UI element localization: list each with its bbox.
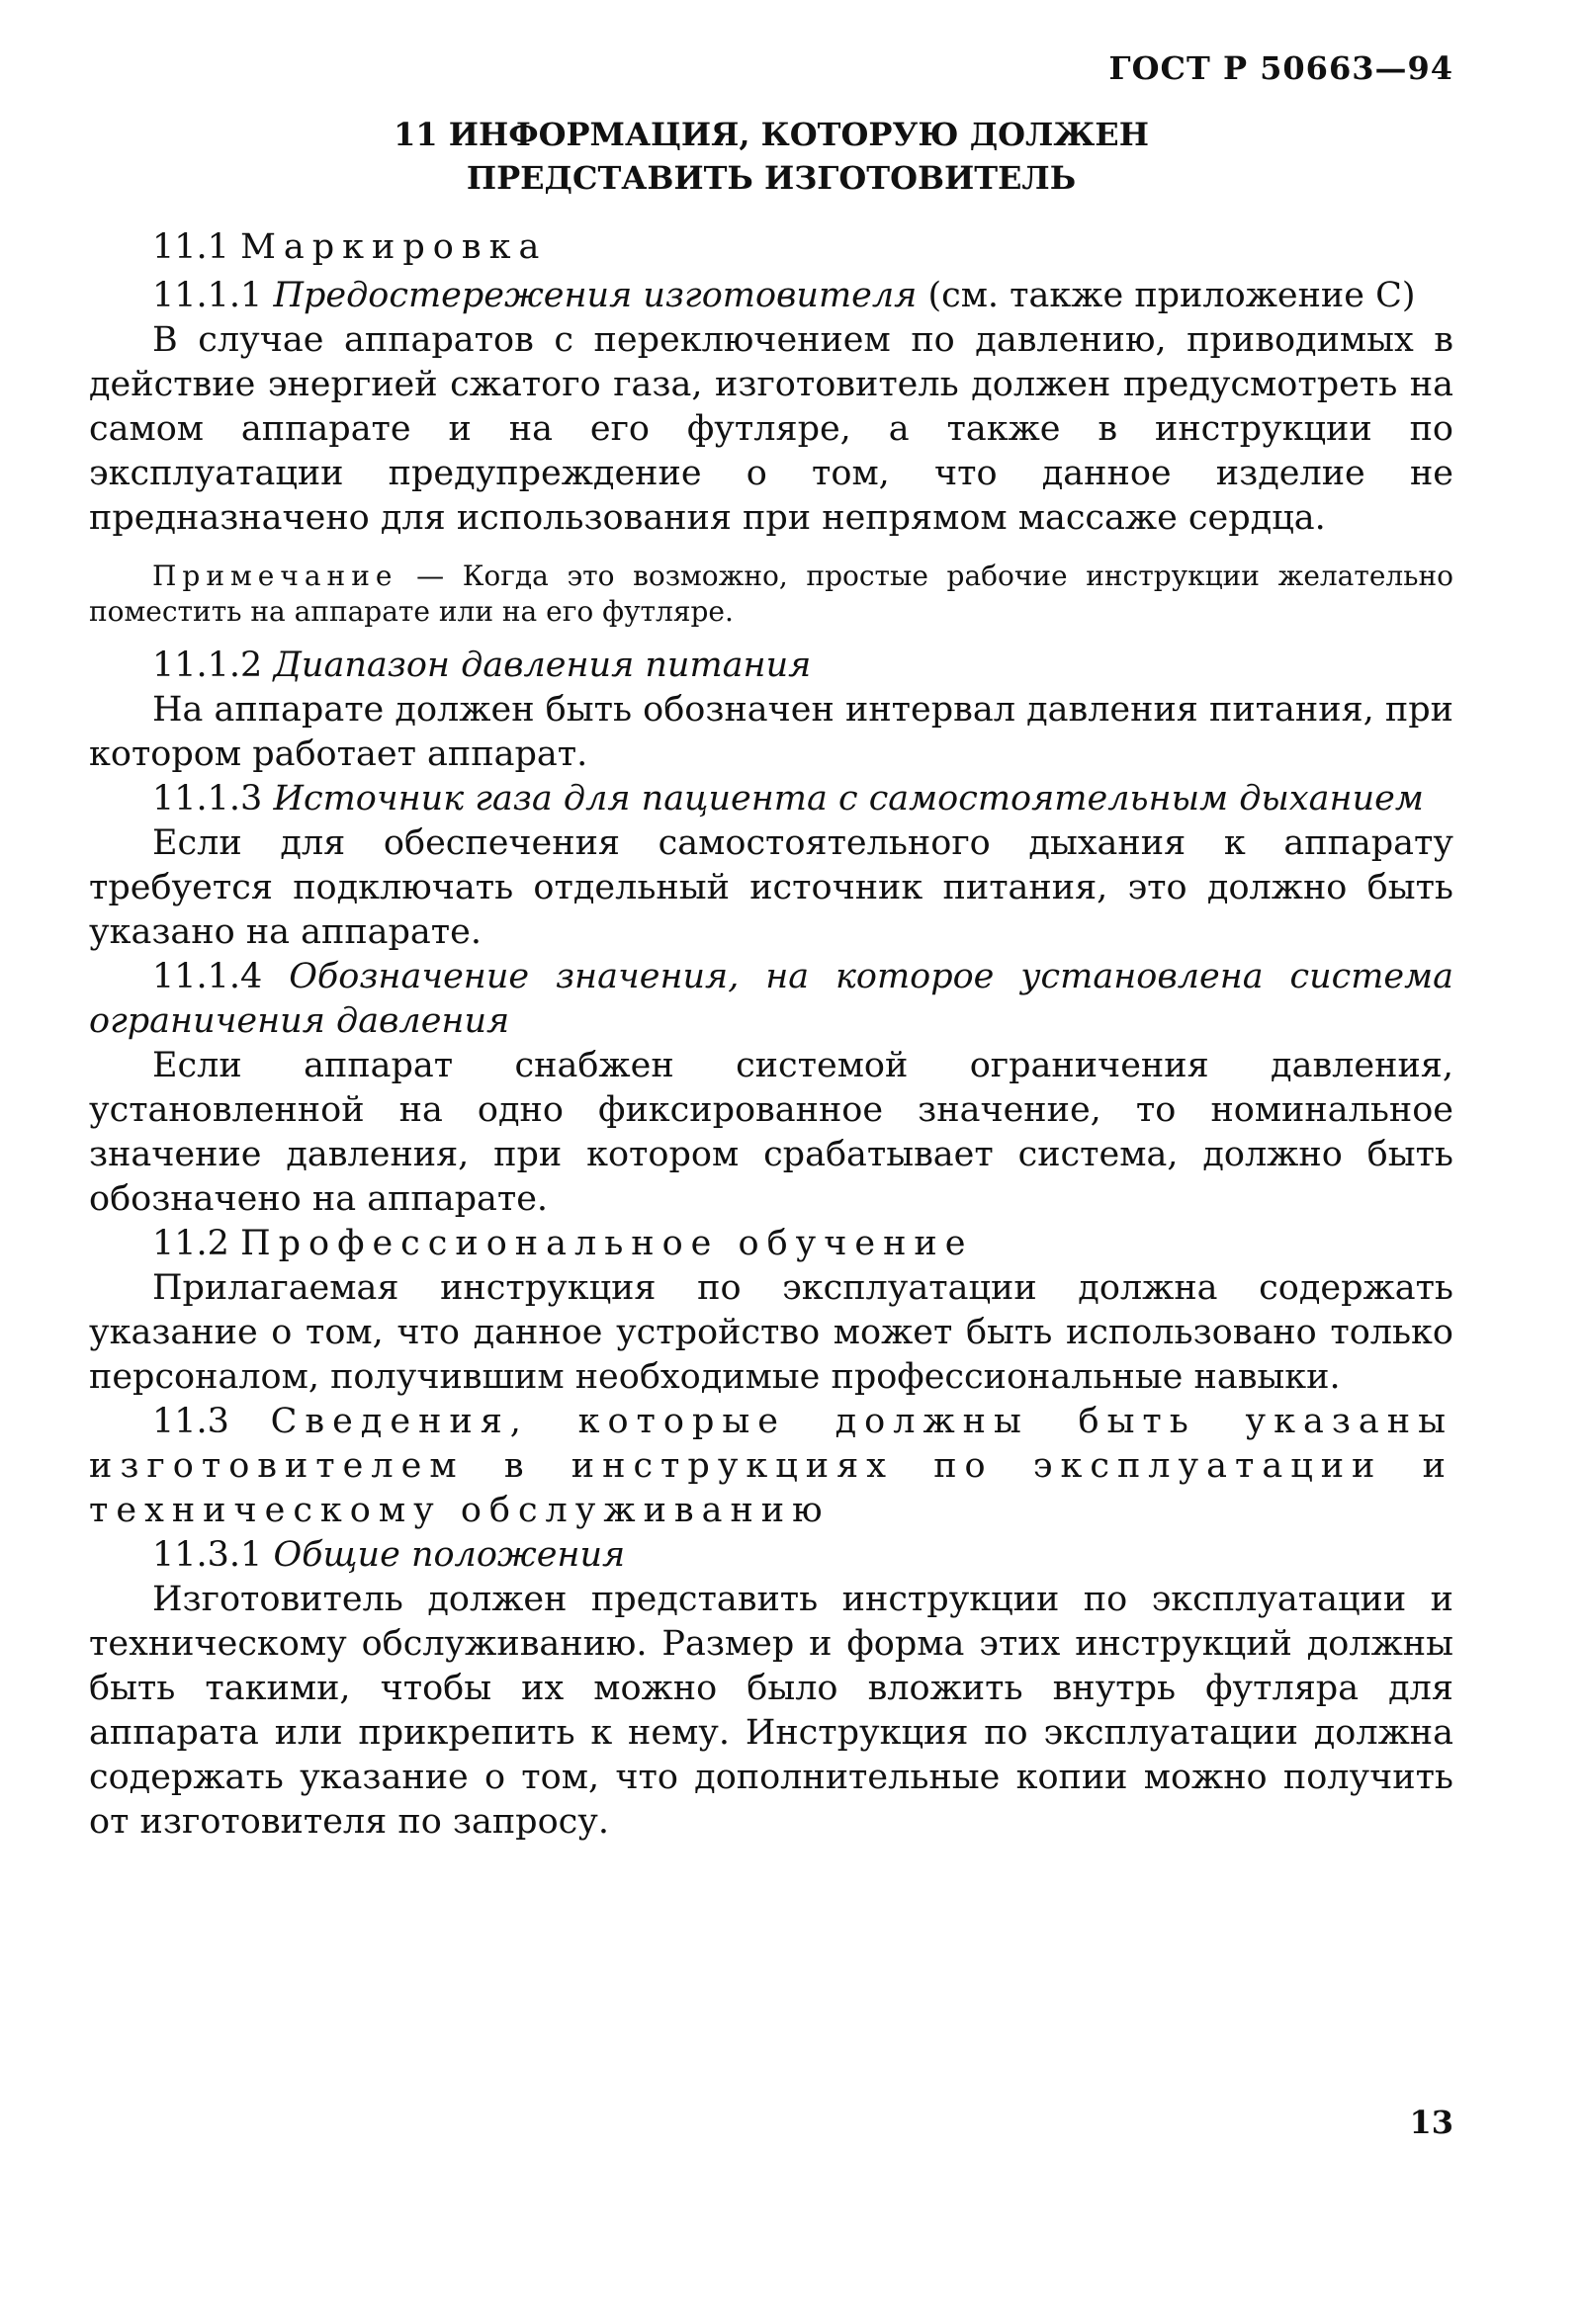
subsection-title: Диапазон давления питания [273,646,812,685]
subsection-title: Сведения, которые должны быть указаны изготовителем в инструкциях по эксплуатации и техническому обслуживанию [89,1402,1453,1530]
paragraph: Если аппарат снабжен системой ограничения давления, установленной на одно фиксированное значение, то номинальное значение давления, при котором срабатывает система, должно быть обозначено на аппарате. [89,1046,1453,1219]
subsection-title: Источник газа для пациента с самостоятельным дыханием [273,779,1424,818]
subsection-11-1-1-heading [89,274,1453,318]
subsection-11-1-4-heading [89,955,1453,1044]
subsection-title-suffix: (см. также приложение С) [927,276,1416,315]
note [89,559,1453,630]
subsection-11-3-1-heading [89,1533,1453,1578]
paragraph: В случае аппаратов с переключением по давлению, приводимых в действие энергией сжатого газа, изготовитель должен предусмотреть на самом аппарате и на его футляре, а также в инструкции по эксплуатации предупреждение о том, что данное изделие не предназначено для использования при непрямом массаже сердца. [89,320,1453,538]
subsection-number: 11.3 [152,1402,229,1441]
subsection-11-2-heading [89,1222,1453,1266]
subsection-number: 11.1.1 [152,276,263,315]
subsection-number: 11.1.4 [152,957,263,996]
subsection-title: Профессиональное обучение [240,1224,974,1263]
page-number: 13 [1409,2104,1453,2141]
subsection-11-3-heading [89,1400,1453,1533]
document-page [89,49,1453,1845]
section-title-line-2: ПРЕДСТАВИТЬ ИЗГОТОВИТЕЛЬ [466,159,1077,197]
paragraph: Если для обеспечения самостоятельного дыхания к аппарату требуется подключать отдельный источник питания, это должно быть указано на аппарате. [89,823,1453,952]
section-title [89,113,1453,200]
note-label: Примечание [152,559,398,592]
subsection-number: 11.1 [152,227,229,267]
paragraph: На аппарате должен быть обозначен интервал давления питания, при котором работает аппарат. [89,690,1453,774]
subsection-number: 11.1.3 [152,779,263,818]
subsection-title: Обозначение значения, на которое установлена система ограничения давления [89,957,1453,1041]
note-text: — Когда это возможно, простые рабочие инструкции желательно поместить на аппарате или на его футляре. [89,559,1453,628]
subsection-11-1-3-heading [89,777,1453,821]
subsection-11-1-2-heading [89,644,1453,688]
document-code: ГОСТ Р 50663—94 [1108,49,1453,87]
paragraph: Прилагаемая инструкция по эксплуатации должна содержать указание о том, что данное устройство может быть использовано только персоналом, получившим необходимые профессиональные навыки. [89,1268,1453,1397]
subsection-title: Предостережения изготовителя [273,276,918,315]
subsection-number: 11.3.1 [152,1535,263,1575]
subsection-11-1-heading [89,225,1453,270]
subsection-number: 11.2 [152,1224,229,1263]
section-title-line-1: 11 ИНФОРМАЦИЯ, КОТОРУЮ ДОЛЖЕН [394,116,1149,153]
subsection-title: Общие положения [273,1535,626,1575]
subsection-title: Маркировка [240,227,548,267]
subsection-number: 11.1.2 [152,646,263,685]
paragraph: Изготовитель должен представить инструкции по эксплуатации и техническому обслуживанию. Размер и форма этих инструкций должны быть такими, чтобы их можно было вложить внутрь футляра для аппарата или прикрепить к нему. Инструкция по эксплуатации должна содержать указание о том, что дополнительные копии можно получить от изготовителя по запросу. [89,1580,1453,1842]
